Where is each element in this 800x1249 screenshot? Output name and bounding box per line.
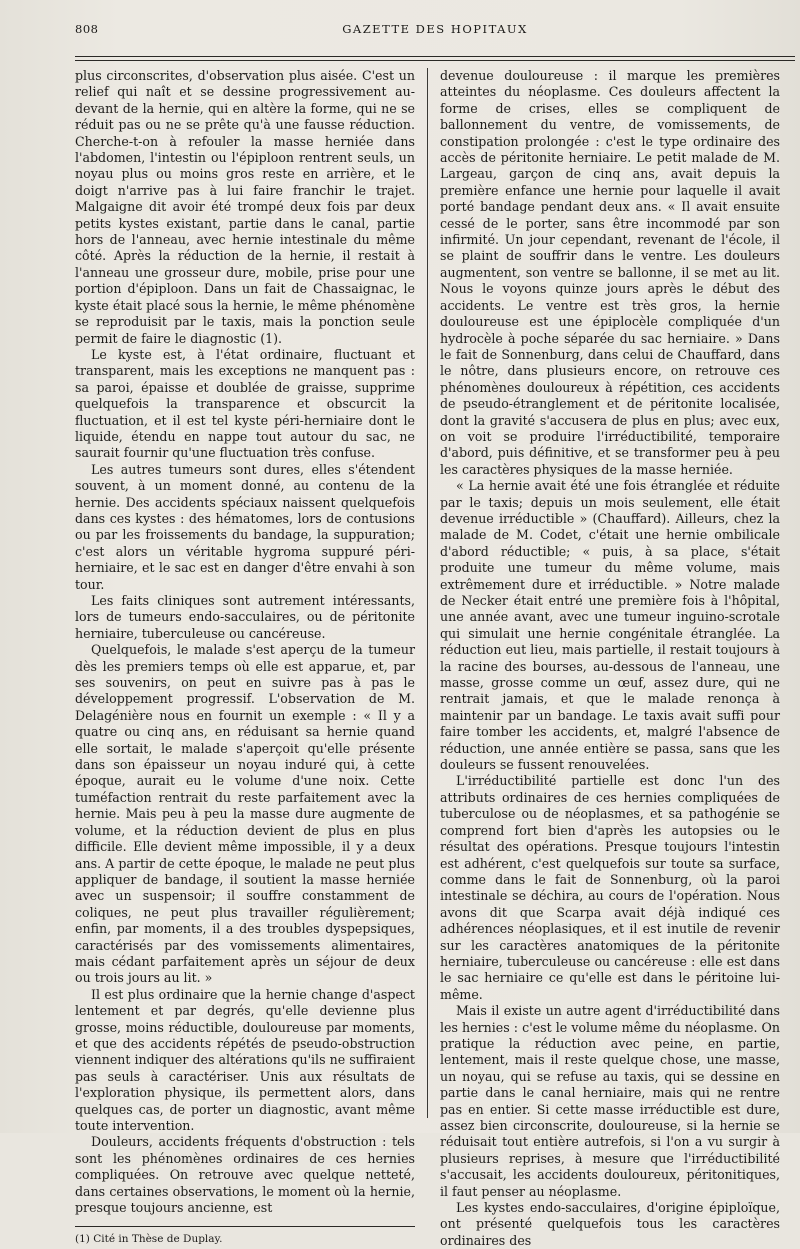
paragraph: Quelquefois, le malade s'est aperçu de la tumeur dès les premiers temps où elle est apparue, et, par ses souvenirs, on peut en suivre pas à pas le développement progressif. L'observation de M. Delagénière nous en fournit un exemple : « Il y a quatre ou cinq ans, en réduisant sa hernie quand elle sortait, le malade s'aperçoit qu'elle présente dans son épaisseur un noyau induré qui, à cette époque, aurait eu le volume d'une noix. Cette tuméfaction rentrait du reste parfaitement avec la hernie. Mais peu à peu la masse dure augmente de volume, et la réduction devient de plus en plus difficile. Elle devient même impossible, il y a deux ans. A partir de cette époque, le malade ne peut plus appliquer de bandage, il soutient la masse herniée avec un suspensoir; il souffre constamment de coliques, ne peut plus travailler régulièrement; enfin, par moments, il a des troubles dyspepsiques, caractérisés par des vomissements alimentaires, mais cédant parfaitement après un séjour de deux ou trois jours au lit. » <box>75 642 415 986</box>
paragraph: Douleurs, accidents fréquents d'obstruction : tels sont les phénomènes ordinaires de ces hernies compliquées. On retrouve avec quelque netteté, dans certaines observations, le moment où la hernie, presque toujours ancienne, est <box>75 1134 415 1216</box>
header-rule <box>75 56 795 57</box>
footnote-rule <box>75 1226 415 1227</box>
running-title: GAZETTE DES HOPITAUX <box>342 22 528 36</box>
right-column <box>440 68 780 1249</box>
page-number: 808 <box>75 22 99 36</box>
header-rule-thin <box>75 60 795 61</box>
paragraph: Mais il existe un autre agent d'irréductibilité dans les hernies : c'est le volume même du néoplasme. On pratique la réduction avec peine, en partie, lentement, mais il reste quelque chose, une masse, un noyau, qui se refuse au taxis, qui se dessine en partie dans le canal herniaire, mais qui ne rentre pas en entier. Si cette masse irréductible est dure, assez bien circonscrite, douloureuse, si la hernie se réduisait tout entière autrefois, si l'on a vu surgir à plusieurs reprises, à mesure que l'irréductibilité s'accusait, les accidents douloureux, péritonitiques, il faut penser au néoplasme. <box>440 1003 780 1199</box>
paragraph: Les kystes endo-sacculaires, d'origine épiploïque, ont présenté quelquefois tous les caractères ordinaires des <box>440 1200 780 1248</box>
footnote: (1) Cité in Thèse de Duplay. <box>75 1233 223 1246</box>
paragraph: Il est plus ordinaire que la hernie change d'aspect lentement et par degrés, qu'elle devienne plus grosse, moins réductible, douloureuse par moments, et que des accidents répétés de pseudo-obstruction viennent indiquer des altérations qu'ils ne suffiraient pas seuls à caractériser. Unis aux résultats de l'exploration physique, ils permettent alors, dans quelques cas, de porter un diagnostic, avant même toute intervention. <box>75 986 415 1133</box>
paragraph: devenue douloureuse : il marque les premières atteintes du néoplasme. Ces douleurs affectent la forme de crises, elles se compliquent de ballonnement du ventre, de vomissements, de constipation prolongée : c'est le type ordinaire des accès de péritonite herniaire. Le petit malade de M. Largeau, garçon de cinq ans, avait depuis la première enfance une hernie pour laquelle il avait porté bandage pendant deux ans. « Il avait ensuite cessé de le porter, sans être incommodé par son infirmité. Un jour cependant, revenant de l'école, il se plaint de souffrir dans le ventre. Les douleurs augmentent, son ventre se ballonne, il se met au lit. Nous le voyons quinze jours après le début des accidents. Le ventre est très gros, la hernie douloureuse est une épiplocèle compliquée d'un hydrocèle à poche séparée du sac herniaire. » Dans le fait de Sonnenburg, dans celui de Chauffard, dans le nôtre, dans plusieurs encore, on retrouve ces phénomènes douloureux à répétition, ces accidents de pseudo-étranglement et de péritonite localisée, dont la gravité s'accusera de plus en plus; avec eux, on voit se produire l'irréductibilité, temporaire d'abord, puis définitive, et se transformer peu à peu les caractères physiques de la masse herniée. <box>440 68 780 477</box>
paragraph: Les autres tumeurs sont dures, elles s'étendent souvent, à un moment donné, au contenu de la hernie. Des accidents spéciaux naissent quelquefois dans ces kystes : des hématomes, lors de contusions ou par les froissements du bandage, la suppuration; c'est alors un véritable hygroma suppuré péri-herniaire, et le sac est en danger d'être envahi à son tour. <box>75 461 415 592</box>
paragraph: Le kyste est, à l'état ordinaire, fluctuant et transparent, mais les exceptions ne manquent pas : sa paroi, épaisse et doublée de graisse, supprime quelquefois la transparence et obscurcit la fluctuation, et il est tel kyste péri-herniaire dont le liquide, étendu en nappe tout autour du sac, ne saurait fournir qu'une fluctuation très confuse. <box>75 346 415 461</box>
paragraph: « La hernie avait été une fois étranglée et réduite par le taxis; depuis un mois seulement, elle était devenue irréductible » (Chauffard). Ailleurs, chez la malade de M. Codet, c'était une hernie ombilicale d'abord réductible; « puis, à sa place, s'était produite une tumeur du même volume, mais extrêmement dure et irréductible. » Notre malade de Necker était entré une première fois à l'hôpital, une année avant, avec une tumeur inguino-scrotale qui simulait une hernie congénitale étranglée. La réduction eut lieu, mais partielle, il restait toujours à la racine des bourses, au-dessous de l'anneau, une masse, grosse comme un œuf, assez dure, qui ne rentrait jamais, et que le malade renonça à maintenir par un bandage. Le taxis avait suffi pour faire tomber les accidents, et, malgré l'absence de réduction, une année entière se passa, sans que les douleurs se fussent renouvelées. <box>440 478 780 773</box>
left-column <box>75 68 415 1246</box>
paragraph: plus circonscrites, d'observation plus aisée. C'est un relief qui naît et se dessine progressivement au-devant de la hernie, qui en altère la forme, qui ne se réduit pas ou ne se prête qu'à une fausse réduction. Cherche-t-on à refouler la masse herniée dans l'abdomen, l'intestin ou l'épiploon rentrent seuls, un noyau plus ou moins gros reste en arrière, et le doigt n'arrive pas à lui faire franchir le trajet. Malgaigne dit avoir été trompé deux fois par deux petits kystes existant, partie dans le canal, partie hors de l'anneau, avec hernie intestinale du même côté. Après la réduction de la hernie, il restait à l'anneau une grosseur dure, mobile, prise pour une portion d'épiploon. Dans un fait de Chassaignac, le kyste était placé sous la hernie, le même phénomène se reproduisit par le taxis, mais la ponction seule permit de faire le diagnostic (1). <box>75 68 415 346</box>
paragraph: L'irréductibilité partielle est donc l'un des attributs ordinaires de ces hernies compliquées de tuberculose ou de néoplasmes, et sa pathogénie se comprend fort bien d'après les autopsies ou le résultat des opérations. Presque toujours l'intestin est adhérent, c'est quelquefois sur toute sa surface, comme dans le fait de Sonnenburg, où la paroi intestinale se déchira, au cours de l'opération. Nous avons dit que Scarpa avait déjà indiqué ces adhérences néoplasiques, et il est inutile de revenir sur les caractères anatomiques de la péritonite herniaire, tuberculeuse ou cancéreuse : elle est dans le sac herniaire ce qu'elle est dans le péritoine lui-même. <box>440 773 780 1002</box>
column-divider <box>427 68 428 1118</box>
paragraph: Les faits cliniques sont autrement intéressants, lors de tumeurs endo-sacculaires, ou de péritonite herniaire, tuberculeuse ou cancéreuse. <box>75 593 415 641</box>
page-header <box>75 22 795 42</box>
